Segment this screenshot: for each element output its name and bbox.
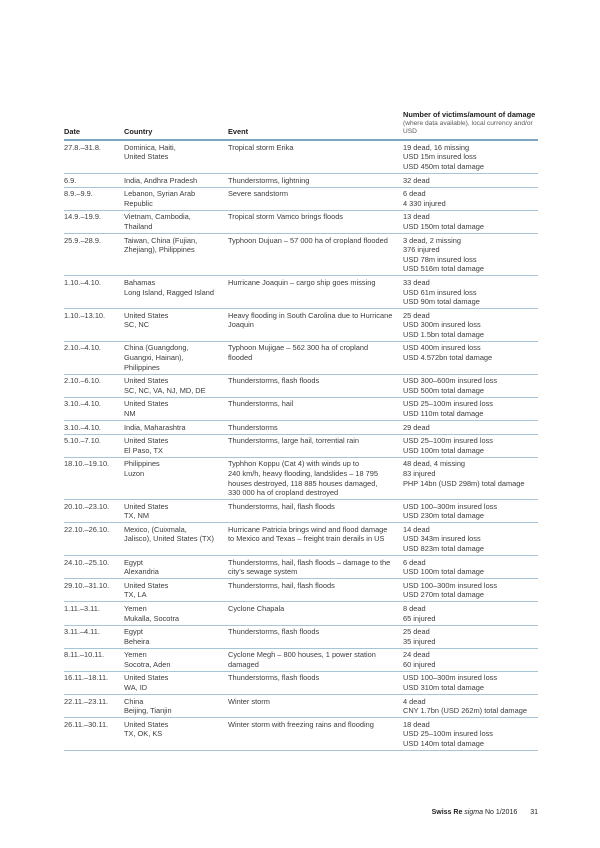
event-cell-text: Thunderstorms, hail bbox=[228, 399, 294, 409]
event-cell-text: 240 km/h, heavy flooding, landslides – 18 795 bbox=[228, 468, 378, 478]
date-cell bbox=[64, 604, 124, 614]
table-row bbox=[64, 141, 538, 174]
date-cell-text: 8.11.–10.11. bbox=[64, 650, 104, 660]
country-cell-text: Egypt bbox=[124, 627, 143, 637]
country-cell-text: NM bbox=[124, 408, 136, 418]
event-cell-text: Severe sandstorm bbox=[228, 189, 288, 199]
table-body bbox=[64, 141, 538, 751]
event-cell-text: Thunderstorms, flash floods bbox=[228, 627, 320, 637]
damage-cell bbox=[403, 581, 538, 600]
date-cell bbox=[64, 399, 124, 409]
event-cell-text: Thunderstorms, hail, flash floods – damage to the bbox=[228, 557, 391, 567]
damage-cell-text: USD 343m insured loss bbox=[403, 534, 481, 544]
event-cell-text: damaged bbox=[228, 659, 259, 669]
table-row bbox=[64, 626, 538, 649]
date-cell bbox=[64, 189, 124, 199]
event-cell-text: Typhoon Mujigae – 562 300 ha of cropland bbox=[228, 343, 369, 353]
damage-cell-text: 32 dead bbox=[403, 175, 430, 185]
event-cell-text: Thunderstorms, lightning bbox=[228, 175, 310, 185]
damage-cell-text: 60 injured bbox=[403, 659, 436, 669]
damage-cell bbox=[403, 278, 538, 307]
country-cell-text: United States bbox=[124, 399, 169, 409]
damage-cell-text: 14 dead bbox=[403, 524, 430, 534]
damage-cell bbox=[403, 143, 538, 172]
damage-cell bbox=[403, 376, 538, 395]
damage-cell-text: USD 310m total damage bbox=[403, 683, 484, 693]
event-cell bbox=[228, 673, 403, 683]
date-cell-text: 22.10.–26.10. bbox=[64, 524, 110, 534]
table-row bbox=[64, 435, 538, 458]
country-cell bbox=[124, 176, 228, 186]
event-cell bbox=[228, 697, 403, 707]
date-cell-text: 14.9.–19.9. bbox=[64, 212, 101, 222]
event-cell bbox=[228, 343, 403, 362]
damage-cell-text: 35 injured bbox=[403, 636, 436, 646]
footer-publication: sigma bbox=[464, 809, 483, 816]
damage-cell-text: USD 150m total damage bbox=[403, 221, 484, 231]
event-cell bbox=[228, 650, 403, 669]
country-cell bbox=[124, 604, 228, 623]
event-cell-text: Thunderstorms, hail, flash floods bbox=[228, 580, 335, 590]
damage-cell-text: USD 230m total damage bbox=[403, 511, 484, 521]
date-cell bbox=[64, 673, 124, 683]
event-cell-text: Thunderstorms, hail, flash floods bbox=[228, 501, 335, 511]
table-row bbox=[64, 500, 538, 523]
table-row bbox=[64, 211, 538, 234]
country-cell-text: Taiwan, China (Fujian, bbox=[124, 235, 198, 245]
damage-cell bbox=[403, 459, 538, 488]
date-cell-text: 5.10.–7.10. bbox=[64, 436, 101, 446]
country-cell-text: Beijing, Tianjin bbox=[124, 706, 172, 716]
damage-cell-text: USD 300–600m insured loss bbox=[403, 376, 498, 386]
catastrophe-events-table bbox=[64, 110, 538, 751]
date-cell-text: 8.9.–9.9. bbox=[64, 189, 93, 199]
date-cell bbox=[64, 278, 124, 288]
event-cell bbox=[228, 176, 403, 186]
date-cell bbox=[64, 697, 124, 707]
date-cell-text: 25.9.–28.9. bbox=[64, 235, 101, 245]
column-header-country: Country bbox=[124, 127, 153, 137]
damage-cell bbox=[403, 720, 538, 749]
damage-cell-text: 33 dead bbox=[403, 277, 430, 287]
damage-cell-text: USD 1.5bn total damage bbox=[403, 329, 484, 339]
country-cell bbox=[124, 376, 228, 395]
event-cell bbox=[228, 627, 403, 637]
damage-cell-text: USD 90m total damage bbox=[403, 297, 480, 307]
country-cell-text: TX, LA bbox=[124, 590, 147, 600]
damage-cell bbox=[403, 673, 538, 692]
damage-cell-text: 48 dead, 4 missing bbox=[403, 459, 466, 469]
date-cell bbox=[64, 525, 124, 535]
date-cell-text: 1.10.–4.10. bbox=[64, 277, 101, 287]
country-cell bbox=[124, 459, 228, 478]
table-row bbox=[64, 375, 538, 398]
country-cell bbox=[124, 502, 228, 521]
date-cell bbox=[64, 459, 124, 469]
country-cell-text: Bahamas bbox=[124, 277, 156, 287]
date-cell bbox=[64, 212, 124, 222]
country-cell-text: United States bbox=[124, 310, 169, 320]
damage-cell-text: USD 25–100m insured loss bbox=[403, 399, 493, 409]
table-row bbox=[64, 579, 538, 602]
country-cell-text: Long Island, Ragged Island bbox=[124, 287, 214, 297]
country-cell-text: India, Andhra Pradesh bbox=[124, 175, 198, 185]
damage-cell-text: USD 25–100m insured loss bbox=[403, 729, 493, 739]
country-cell-text: United States bbox=[124, 376, 169, 386]
table-row bbox=[64, 672, 538, 695]
damage-cell-text: 8 dead bbox=[403, 603, 426, 613]
country-cell-text: China bbox=[124, 696, 144, 706]
country-cell bbox=[124, 212, 228, 231]
damage-cell-text: USD 516m total damage bbox=[403, 264, 484, 274]
date-cell-text: 20.10.–23.10. bbox=[64, 501, 110, 511]
event-cell bbox=[228, 604, 403, 614]
country-cell-text: Philippines bbox=[124, 362, 160, 372]
event-cell-text: Typhoon Dujuan – 57 000 ha of cropland flooded bbox=[228, 235, 388, 245]
damage-cell-text: USD 4.572bn total damage bbox=[403, 353, 493, 363]
damage-cell bbox=[403, 502, 538, 521]
event-cell-text: Winter storm bbox=[228, 696, 270, 706]
date-cell bbox=[64, 650, 124, 660]
country-cell-text: China (Guangdong, bbox=[124, 343, 189, 353]
date-cell bbox=[64, 376, 124, 386]
country-cell-text: Mexico, (Cuixmala, bbox=[124, 524, 187, 534]
country-cell bbox=[124, 673, 228, 692]
country-cell-text: SC, NC, VA, NJ, MD, DE bbox=[124, 385, 206, 395]
table-header-row bbox=[64, 110, 538, 141]
country-cell-text: United States bbox=[124, 580, 169, 590]
event-cell-text: Thunderstorms, large hail, torrential rain bbox=[228, 436, 360, 446]
damage-cell bbox=[403, 236, 538, 274]
damage-cell-text: USD 110m total damage bbox=[403, 408, 484, 418]
country-cell bbox=[124, 343, 228, 372]
country-cell-text: Lebanon, Syrian Arab bbox=[124, 189, 196, 199]
damage-cell bbox=[403, 627, 538, 646]
date-cell bbox=[64, 423, 124, 433]
table-row bbox=[64, 421, 538, 435]
country-cell bbox=[124, 278, 228, 297]
country-cell bbox=[124, 525, 228, 544]
footer-brand: Swiss Re bbox=[431, 809, 463, 816]
table-row bbox=[64, 458, 538, 500]
event-cell-text: Cyclone Chapala bbox=[228, 603, 285, 613]
event-cell bbox=[228, 278, 403, 288]
event-cell bbox=[228, 581, 403, 591]
country-cell-text: Yemen bbox=[124, 650, 147, 660]
event-cell-text: Hurricane Patricia brings wind and flood damage bbox=[228, 524, 388, 534]
event-cell bbox=[228, 189, 403, 199]
event-cell-text: Hurricane Joaquin – cargo ship goes missing bbox=[228, 277, 376, 287]
country-cell-text: Socotra, Aden bbox=[124, 659, 171, 669]
date-cell-text: 3.11.–4.11. bbox=[64, 627, 100, 637]
table-row bbox=[64, 556, 538, 579]
damage-cell-text: 18 dead bbox=[403, 719, 430, 729]
damage-cell bbox=[403, 343, 538, 362]
event-cell-text: Thunderstorms, flash floods bbox=[228, 376, 320, 386]
event-cell bbox=[228, 423, 403, 433]
damage-cell-text: 25 dead bbox=[403, 627, 430, 637]
event-cell-text: Heavy flooding in South Carolina due to Hurricane bbox=[228, 310, 393, 320]
country-cell bbox=[124, 436, 228, 455]
event-cell bbox=[228, 436, 403, 446]
event-cell-text: Winter storm with freezing rains and flooding bbox=[228, 719, 374, 729]
event-cell-text: Tropical storm Vamco brings floods bbox=[228, 212, 344, 222]
country-cell bbox=[124, 399, 228, 418]
damage-cell-text: USD 300m insured loss bbox=[403, 320, 481, 330]
damage-cell bbox=[403, 525, 538, 554]
country-cell bbox=[124, 581, 228, 600]
footer-page-number: 31 bbox=[530, 809, 538, 816]
damage-cell-text: 4 dead bbox=[403, 696, 426, 706]
date-cell-text: 1.11.–3.11. bbox=[64, 603, 100, 613]
country-cell-text: Zhejiang), Philippines bbox=[124, 245, 195, 255]
table-row bbox=[64, 234, 538, 276]
event-cell-text: Thunderstorms, flash floods bbox=[228, 673, 320, 683]
date-cell-text: 16.11.–18.11. bbox=[64, 673, 109, 683]
event-cell-text: Thunderstorms bbox=[228, 422, 278, 432]
damage-cell bbox=[403, 650, 538, 669]
table-row bbox=[64, 398, 538, 421]
table-row bbox=[64, 602, 538, 625]
table-row bbox=[64, 174, 538, 188]
column-header-event: Event bbox=[228, 127, 249, 137]
country-cell-text: Mukalla, Socotra bbox=[124, 613, 180, 623]
country-cell-text: United States bbox=[124, 719, 169, 729]
date-cell-text: 24.10.–25.10. bbox=[64, 557, 110, 567]
damage-cell-text: USD 450m total damage bbox=[403, 162, 484, 172]
country-cell bbox=[124, 558, 228, 577]
table-row bbox=[64, 695, 538, 718]
event-cell bbox=[228, 376, 403, 386]
country-cell-text: TX, NM bbox=[124, 511, 150, 521]
country-cell-text: United States bbox=[124, 501, 169, 511]
damage-cell bbox=[403, 399, 538, 418]
date-cell bbox=[64, 502, 124, 512]
damage-cell-text: USD 25–100m insured loss bbox=[403, 436, 493, 446]
footer-issue: No 1/2016 bbox=[484, 809, 518, 816]
date-cell-text: 27.8.–31.8. bbox=[64, 142, 101, 152]
event-cell bbox=[228, 502, 403, 512]
country-cell-text: TX, OK, KS bbox=[124, 729, 163, 739]
column-header-damage-title: Number of victims/amount of damage bbox=[403, 110, 536, 119]
country-cell bbox=[124, 650, 228, 669]
damage-cell bbox=[403, 212, 538, 231]
date-cell bbox=[64, 176, 124, 186]
damage-cell-text: USD 100m total damage bbox=[403, 567, 484, 577]
damage-cell bbox=[403, 311, 538, 340]
damage-cell-text: USD 400m insured loss bbox=[403, 343, 481, 353]
event-cell bbox=[228, 558, 403, 577]
damage-cell-text: USD 823m total damage bbox=[403, 544, 484, 554]
date-cell-text: 3.10.–4.10. bbox=[64, 422, 101, 432]
table-row bbox=[64, 309, 538, 342]
event-cell-text: Joaquin bbox=[228, 320, 254, 330]
event-cell-text: Cyclone Megh – 800 houses, 1 power station bbox=[228, 650, 376, 660]
damage-cell-text: 19 dead, 16 missing bbox=[403, 142, 470, 152]
damage-cell-text: 3 dead, 2 missing bbox=[403, 235, 461, 245]
event-cell-text: Typhhon Koppu (Cat 4) with winds up to bbox=[228, 459, 360, 469]
event-cell bbox=[228, 525, 403, 544]
date-cell bbox=[64, 236, 124, 246]
date-cell-text: 2.10.–6.10. bbox=[64, 376, 101, 386]
country-cell bbox=[124, 423, 228, 433]
country-cell bbox=[124, 236, 228, 255]
damage-cell-text: 376 injured bbox=[403, 245, 440, 255]
date-cell bbox=[64, 343, 124, 353]
damage-cell-text: USD 100–300m insured loss bbox=[403, 501, 498, 511]
country-cell-text: El Paso, TX bbox=[124, 445, 163, 455]
date-cell bbox=[64, 436, 124, 446]
country-cell-text: Yemen bbox=[124, 603, 147, 613]
date-cell-text: 1.10.–13.10. bbox=[64, 310, 106, 320]
damage-cell-text: USD 78m insured loss bbox=[403, 254, 477, 264]
table-row bbox=[64, 718, 538, 751]
country-cell-text: Thailand bbox=[124, 221, 153, 231]
date-cell bbox=[64, 627, 124, 637]
date-cell-text: 3.10.–4.10. bbox=[64, 399, 101, 409]
event-cell bbox=[228, 399, 403, 409]
date-cell bbox=[64, 311, 124, 321]
table-row bbox=[64, 188, 538, 211]
country-cell-text: Vietnam, Cambodia, bbox=[124, 212, 191, 222]
country-cell-text: United States bbox=[124, 673, 169, 683]
damage-cell-text: 24 dead bbox=[403, 650, 430, 660]
table-row bbox=[64, 342, 538, 375]
damage-cell-text: USD 140m total damage bbox=[403, 739, 484, 748]
date-cell-text: 29.10.–31.10. bbox=[64, 580, 110, 590]
country-cell-text: Republic bbox=[124, 198, 153, 208]
table-row bbox=[64, 276, 538, 309]
event-cell bbox=[228, 720, 403, 730]
date-cell bbox=[64, 581, 124, 591]
damage-cell-text: 13 dead bbox=[403, 212, 430, 222]
damage-cell-text: USD 270m total damage bbox=[403, 590, 484, 600]
event-cell-text: Tropical storm Erika bbox=[228, 142, 294, 152]
country-cell-text: India, Maharashtra bbox=[124, 422, 186, 432]
date-cell bbox=[64, 558, 124, 568]
page-footer bbox=[64, 808, 538, 817]
damage-cell bbox=[403, 558, 538, 577]
damage-cell-text: 6 dead bbox=[403, 189, 426, 199]
column-header-damage-subtitle: (where data available), local currency and/or USD bbox=[403, 119, 533, 136]
event-cell bbox=[228, 459, 403, 497]
country-cell-text: Egypt bbox=[124, 557, 143, 567]
event-cell bbox=[228, 143, 403, 153]
damage-cell-text: USD 100m total damage bbox=[403, 445, 484, 455]
country-cell bbox=[124, 311, 228, 330]
damage-cell bbox=[403, 189, 538, 208]
country-cell-text: Alexandria bbox=[124, 567, 159, 577]
country-cell-text: United States bbox=[124, 436, 169, 446]
event-cell-text: houses destroyed, 118 885 houses damaged, bbox=[228, 478, 378, 488]
damage-cell bbox=[403, 423, 538, 433]
country-cell bbox=[124, 189, 228, 208]
damage-cell-text: 83 injured bbox=[403, 468, 436, 478]
damage-cell bbox=[403, 436, 538, 455]
country-cell bbox=[124, 627, 228, 646]
country-cell-text: Guangxi, Hainan), bbox=[124, 353, 184, 363]
event-cell-text: to Mexico and Texas – freight train derails in US bbox=[228, 534, 385, 544]
table-row bbox=[64, 523, 538, 556]
country-cell-text: United States bbox=[124, 152, 169, 162]
date-cell-text: 26.11.–30.11. bbox=[64, 719, 109, 729]
country-cell-text: Philippines bbox=[124, 459, 160, 469]
date-cell-text: 22.11.–23.11. bbox=[64, 696, 109, 706]
table-row bbox=[64, 649, 538, 672]
damage-cell-text: PHP 14bn (USD 298m) total damage bbox=[403, 478, 525, 488]
country-cell-text: Luzon bbox=[124, 468, 145, 478]
country-cell-text: Jalisco), United States (TX) bbox=[124, 534, 214, 544]
damage-cell-text: USD 500m total damage bbox=[403, 385, 484, 395]
column-header-damage bbox=[403, 110, 538, 137]
damage-cell-text: USD 15m insured loss bbox=[403, 152, 477, 162]
country-cell bbox=[124, 697, 228, 716]
country-cell-text: SC, NC bbox=[124, 320, 150, 330]
date-cell-text: 2.10.–4.10. bbox=[64, 343, 101, 353]
damage-cell-text: 4 330 injured bbox=[403, 198, 446, 208]
event-cell bbox=[228, 212, 403, 222]
event-cell bbox=[228, 311, 403, 330]
date-cell bbox=[64, 720, 124, 730]
event-cell-text: city’s sewage system bbox=[228, 567, 298, 577]
damage-cell bbox=[403, 604, 538, 623]
country-cell-text: Beheira bbox=[124, 636, 150, 646]
damage-cell-text: 25 dead bbox=[403, 310, 430, 320]
damage-cell-text: USD 100–300m insured loss bbox=[403, 580, 498, 590]
event-cell-text: flooded bbox=[228, 353, 253, 363]
damage-cell-text: 6 dead bbox=[403, 557, 426, 567]
date-cell-text: 18.10.–19.10. bbox=[64, 459, 110, 469]
date-cell-text: 6.9. bbox=[64, 175, 77, 185]
column-header-date: Date bbox=[64, 127, 81, 137]
country-cell bbox=[124, 143, 228, 162]
country-cell-text: Dominica, Haiti, bbox=[124, 142, 176, 152]
damage-cell-text: USD 100–300m insured loss bbox=[403, 673, 498, 683]
event-cell bbox=[228, 236, 403, 246]
damage-cell-text: CNY 1.7bn (USD 262m) total damage bbox=[403, 706, 527, 716]
damage-cell bbox=[403, 697, 538, 716]
date-cell bbox=[64, 143, 124, 153]
damage-cell bbox=[403, 176, 538, 186]
damage-cell-text: USD 61m insured loss bbox=[403, 287, 477, 297]
event-cell-text: 330 000 ha of cropland destroyed bbox=[228, 488, 339, 498]
country-cell bbox=[124, 720, 228, 739]
damage-cell-text: 29 dead bbox=[403, 422, 430, 432]
damage-cell-text: 65 injured bbox=[403, 613, 436, 623]
country-cell-text: WA, ID bbox=[124, 683, 148, 693]
